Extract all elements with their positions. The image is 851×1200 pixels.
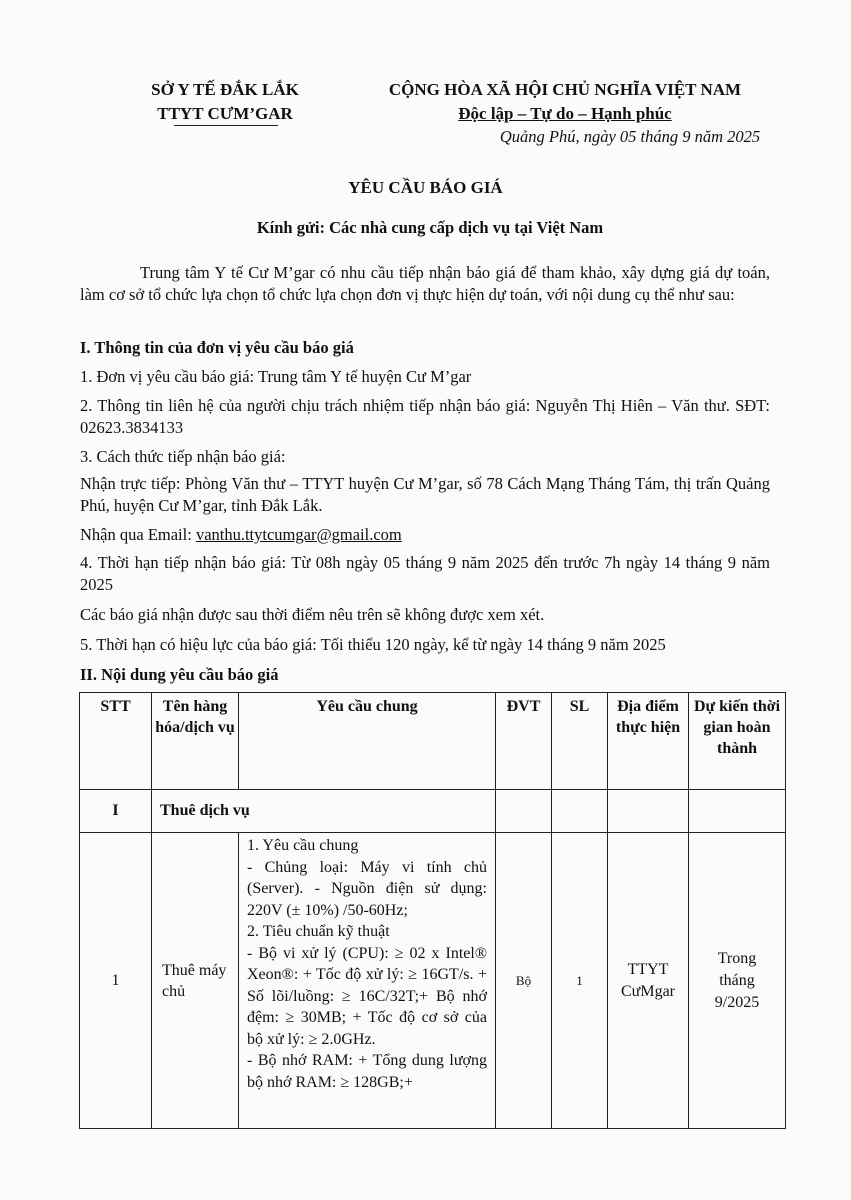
group-dukien [689,790,786,833]
table-row [80,833,786,1129]
col-stt: STT [80,693,152,790]
org-underline [174,125,278,126]
row1-time: Trong tháng 9/2025 [689,833,786,1129]
group-name: Thuê dịch vụ [152,790,496,833]
req-paragraph-2: - Bộ vi xử lý (CPU): ≥ 02 x Intel® Xeon®: + Tốc độ xử lý: ≥ 16GT/s. + Số lõi/luồng: ≥ 16C/32T;+ Bộ nhớ đệm: ≥ 30MB; + Tốc độ cơ sở của bộ xử lý: ≥ 2.0GHz. [247,944,487,1048]
group-stt: I [80,790,152,833]
col-dvt: ĐVT [496,693,552,790]
section2-heading: II. Nội dung yêu cầu báo giá [80,665,279,684]
row1-stt: 1 [80,833,152,1129]
org-name: TTYT CƯM’GAR [157,104,293,123]
motto [365,104,765,124]
request-table [79,692,786,1129]
email-link[interactable]: vanthu.ttytcumgar@gmail.com [195,525,402,544]
motto-text: Độc lập – Tự do – Hạnh phúc [458,104,672,123]
req-paragraph-1: - Chủng loại: Máy vi tính chủ (Server). - Nguồn điện sử dụng: 220V (± 10%) /50-60Hz; [247,858,487,919]
row1-name: Thuê máy chủ [152,833,239,1129]
intro-paragraph: Trung tâm Y tế Cư M’gar có nhu cầu tiếp nhận báo giá để tham khảo, xây dựng giá dự toán, làm cơ sở tổ chức lựa chọn tổ chức lựa chọn đơn vị thực hiện dự toán, với nội dung cụ thể như sau: [80,263,770,304]
group-dvt [496,790,552,833]
row1-unit: Bộ [496,833,552,1129]
section1-heading: I. Thông tin của đơn vị yêu cầu báo giá [80,338,354,357]
req-heading-2: 2. Tiêu chuẩn kỹ thuật [247,923,390,940]
section1-item1: 1. Đơn vị yêu cầu báo giá: Trung tâm Y tế huyện Cư M’gar [80,367,472,386]
email-label: Nhận qua Email: [80,525,196,544]
col-diadiem: Địa điểm thực hiện [608,693,689,790]
recipient-line: Kính gửi: Các nhà cung cấp dịch vụ tại Việt Nam [256,218,604,237]
org-parent: SỞ Y TẾ ĐẮK LẮK [151,80,299,99]
receive-email [80,524,770,546]
receive-direct: Nhận trực tiếp: Phòng Văn thư – TTYT huyện Cư M’gar, số 78 Cách Mạng Tháng Tám, thị trấn Quảng Phú, huyện Cư M’gar, tỉnh Đắk Lắk. [80,474,770,515]
place-date: Quảng Phú, ngày 05 tháng 9 năm 2025 [499,127,761,146]
group-diadiem [608,790,689,833]
row1-requirements [239,833,496,1129]
req-paragraph-3: - Bộ nhớ RAM: + Tổng dung lượng bộ nhớ RAM: ≥ 128GB;+ [247,1052,487,1091]
section1-item3: 3. Cách thức tiếp nhận báo giá: [80,447,286,466]
col-ten: Tên hàng hóa/dịch vụ [152,693,239,790]
late-note: Các báo giá nhận được sau thời điểm nêu trên sẽ không được xem xét. [80,605,545,624]
country-name: CỘNG HÒA XÃ HỘI CHỦ NGHĨA VIỆT NAM [388,80,742,99]
row1-place: TTYT CưMgar [608,833,689,1129]
col-dukien: Dự kiến thời gian hoàn thành [689,693,786,790]
section1-item2: 2. Thông tin liên hệ của người chịu trách nhiệm tiếp nhận báo giá: Nguyễn Thị Hiên – Văn thư. SĐT: 02623.3834133 [80,396,770,437]
row1-qty: 1 [552,833,608,1129]
section1-item4: 4. Thời hạn tiếp nhận báo giá: Từ 08h ngày 05 tháng 9 năm 2025 đến trước 7h ngày 14 tháng 9 năm 2025 [80,553,770,594]
req-heading-1: 1. Yêu cầu chung [247,837,359,854]
group-sl [552,790,608,833]
table-header-row [80,693,786,790]
section1-item5: 5. Thời hạn có hiệu lực của báo giá: Tối thiểu 120 ngày, kể từ ngày 14 tháng 9 năm 2025 [80,635,666,654]
group-row [80,790,786,833]
col-sl: SL [552,693,608,790]
col-yeucau: Yêu cầu chung [239,693,496,790]
document-title: YÊU CẦU BÁO GIÁ [348,178,503,197]
